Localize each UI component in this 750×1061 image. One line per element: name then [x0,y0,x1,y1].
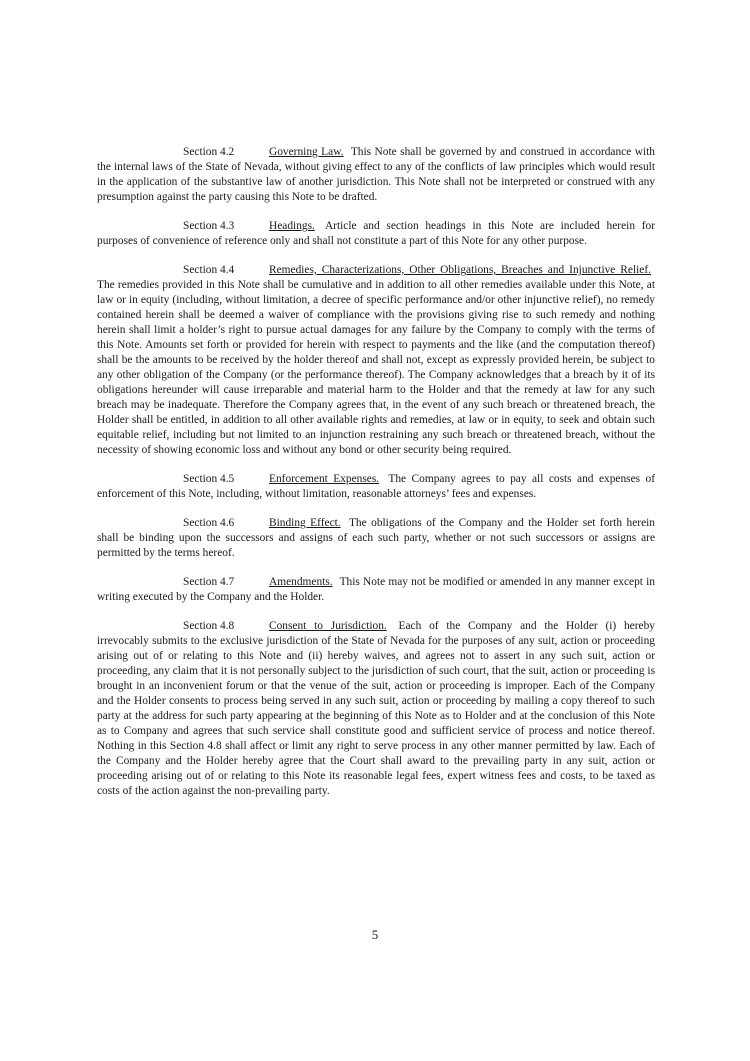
section-number: Section 4.8 [183,620,235,632]
section-heading: Enforcement Expenses. [269,473,380,485]
section-4-4 [97,263,655,458]
section-heading: Remedies, Characterizations, Other Obligations, Breaches and Injunctive Relief. [269,264,651,276]
section-4-3 [97,219,655,249]
section-number: Section 4.3 [183,220,235,232]
section-4-5 [97,472,655,502]
section-4-7 [97,575,655,605]
section-number: Section 4.5 [183,473,235,485]
section-heading: Amendments. [269,576,333,588]
section-number: Section 4.2 [183,146,235,158]
section-4-2 [97,145,655,205]
section-4-6 [97,516,655,561]
section-heading: Headings. [269,220,315,232]
section-body: This Note shall be governed by and construed in accordance with the internal laws of the State of Nevada, without giving effect to any of the conflicts of law principles which would result in the application of the substantive law of another jurisdiction. This Note shall not be interpreted or construed with any presumption against the party causing this Note to be drafted. [97,146,655,203]
section-body: The obligations of the Company and the Holder set forth herein shall be binding upon the successors and assigns of each such party, whether or not such successors or assigns are permitted by the terms hereof. [97,517,655,559]
section-heading: Binding Effect. [269,517,341,529]
section-heading: Governing Law. [269,146,344,158]
sections-container [97,145,655,813]
page-number: 5 [371,927,379,942]
section-number: Section 4.7 [183,576,235,588]
section-number: Section 4.4 [183,264,235,276]
section-body: The Company agrees to pay all costs and expenses of enforcement of this Note, including, without limitation, reasonable attorneys’ fees and expenses. [97,473,655,500]
section-body: Article and section headings in this Note are included herein for purposes of convenience of reference only and shall not constitute a part of this Note for any other purpose. [97,220,655,247]
section-4-8 [97,619,655,799]
section-body: Each of the Company and the Holder (i) hereby irrevocably submits to the exclusive jurisdiction of the State of Nevada for the purposes of any suit, action or proceeding arising out of or relating to this Note and (ii) hereby waives, and agrees not to assert in any such suit, action or proceeding, any claim that it is not personally subject to the jurisdiction of such court, that the suit, action or proceeding is brought in an inconvenient forum or that the venue of the suit, action or proceeding is improper. Each of the Company and the Holder consents to process being served in any such suit, action or proceeding by mailing a copy thereof to such party at the address for such party appearing at the beginning of this Note as to Holder and at the conclusion of this Note as to Company and agrees that such service shall constitute good and sufficient service of process and notice thereof. Nothing in this Section 4.8 shall affect or limit any right to serve process in any other manner permitted by law. Each of the Company and the Holder hereby agree that the Court shall award to the prevailing party in any suit, action or proceeding arising out of or relating to this Note its reasonable legal fees, expert witness fees and costs, to be taxed as costs of the action against the non-prevailing party. [97,620,655,797]
section-number: Section 4.6 [183,517,235,529]
section-body: This Note may not be modified or amended in any manner except in writing executed by the Company and the Holder. [97,576,655,603]
section-heading: Consent to Jurisdiction. [269,620,387,632]
section-body: The remedies provided in this Note shall be cumulative and in addition to all other remedies available under this Note, at law or in equity (including, without limitation, a decree of specific performance and/or other injunctive relief), no remedy contained herein shall be deemed a waiver of compliance with the provisions giving rise to such remedy and nothing herein shall limit a holder’s right to pursue actual damages for any failure by the Company to comply with the terms of this Note. Amounts set forth or provided for herein with respect to payments and the like (and the computation thereof) shall be the amounts to be received by the holder thereof and shall not, except as expressly provided herein, be subject to any other obligation of the Company (or the performance thereof). The Company acknowledges that a breach by it of its obligations hereunder will cause irreparable and material harm to the Holder and that the remedy at law for any such breach may be inadequate. Therefore the Company agrees that, in the event of any such breach or threatened breach, the Holder shall be entitled, in addition to all other available rights and remedies, at law or in equity, to seek and obtain such equitable relief, including but not limited to an injunction restraining any such breach or threatened breach, without the necessity of showing economic loss and without any bond or other security being required. [97,279,655,456]
